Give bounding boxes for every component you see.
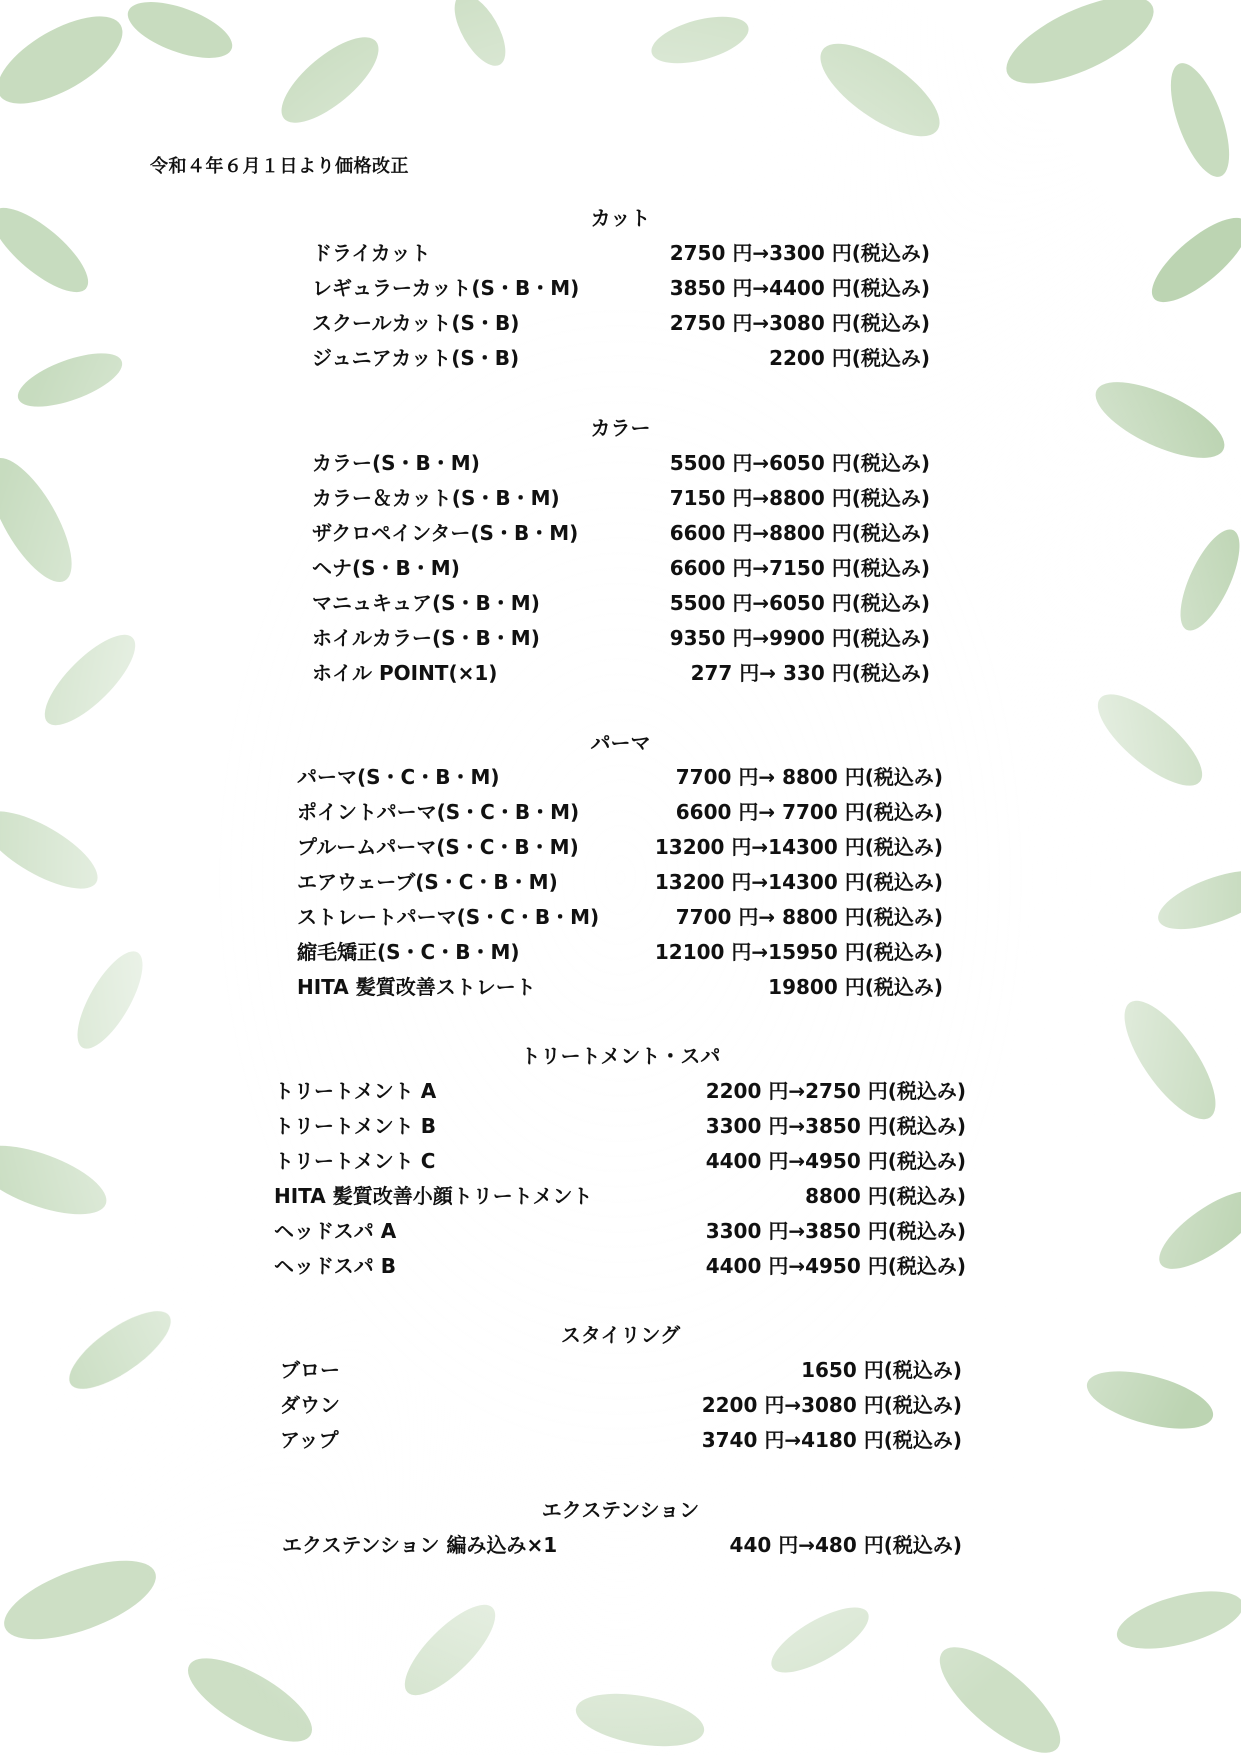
service-name: スクールカット(S・B)	[312, 311, 520, 335]
service-price: 2200 円→3080 円(税込み)	[701, 1393, 962, 1417]
service-price: 7700 円→ 8800 円(税込み)	[675, 905, 943, 929]
price-row	[312, 447, 930, 475]
service-price: 440 円→480 円(税込み)	[729, 1533, 962, 1557]
service-price: 4400 円→4950 円(税込み)	[705, 1254, 966, 1278]
price-row	[312, 342, 930, 370]
service-price: 277 円→ 330 円(税込み)	[690, 661, 930, 685]
price-row	[312, 272, 930, 300]
service-price: 5500 円→6050 円(税込み)	[669, 451, 930, 475]
price-row	[297, 866, 943, 894]
price-row	[280, 1424, 962, 1452]
price-row	[312, 657, 930, 685]
section-heading-perm: パーマ	[590, 731, 651, 755]
service-name: ザクロペインター(S・B・M)	[312, 521, 579, 545]
service-name: ホイル POINT(×1)	[312, 661, 498, 685]
service-price: 8800 円(税込み)	[805, 1184, 966, 1208]
service-price: 6600 円→8800 円(税込み)	[669, 521, 930, 545]
service-name: HITA 髪質改善小顔トリートメント	[274, 1184, 593, 1208]
service-name: 縮毛矯正(S・C・B・M)	[297, 940, 520, 964]
price-row	[274, 1110, 966, 1138]
service-name: ジュニアカット(S・B)	[312, 346, 520, 370]
price-row	[297, 971, 943, 999]
service-price: 9350 円→9900 円(税込み)	[669, 626, 930, 650]
service-price: 2200 円(税込み)	[769, 346, 930, 370]
price-row	[297, 936, 943, 964]
service-price: 2750 円→3300 円(税込み)	[669, 241, 930, 265]
service-name: ドライカット	[312, 241, 431, 265]
service-name: ヘッドスパ A	[274, 1219, 397, 1243]
service-name: トリートメント B	[274, 1114, 437, 1138]
price-row	[297, 831, 943, 859]
service-price: 3300 円→3850 円(税込み)	[705, 1114, 966, 1138]
section-heading-color: カラー	[590, 416, 651, 440]
service-name: ダウン	[280, 1393, 340, 1417]
service-name: エクステンション 編み込み×1	[282, 1533, 558, 1557]
price-row	[312, 622, 930, 650]
price-row	[297, 796, 943, 824]
price-row	[274, 1250, 966, 1278]
price-row	[282, 1529, 962, 1557]
service-name: ストレートパーマ(S・C・B・M)	[297, 905, 600, 929]
service-price: 7700 円→ 8800 円(税込み)	[675, 765, 943, 789]
price-row	[312, 237, 930, 265]
section-heading-extension: エクステンション	[541, 1498, 700, 1522]
price-row	[280, 1354, 962, 1382]
service-price: 13200 円→14300 円(税込み)	[654, 870, 943, 894]
section-heading-styling: スタイリング	[560, 1323, 681, 1347]
price-row	[297, 761, 943, 789]
price-row	[274, 1075, 966, 1103]
service-price: 5500 円→6050 円(税込み)	[669, 591, 930, 615]
service-name: エアウェーブ(S・C・B・M)	[297, 870, 558, 894]
price-row	[312, 587, 930, 615]
price-row	[274, 1180, 966, 1208]
service-price: 1650 円(税込み)	[801, 1358, 962, 1382]
service-name: トリートメント C	[274, 1149, 436, 1173]
price-row	[274, 1215, 966, 1243]
service-price: 3850 円→4400 円(税込み)	[669, 276, 930, 300]
service-price: 3300 円→3850 円(税込み)	[705, 1219, 966, 1243]
section-heading-cut: カット	[590, 206, 651, 230]
price-row	[274, 1145, 966, 1173]
service-name: レギュラーカット(S・B・M)	[312, 276, 580, 300]
service-price: 2750 円→3080 円(税込み)	[669, 311, 930, 335]
price-row	[297, 901, 943, 929]
service-name: プルームパーマ(S・C・B・M)	[297, 835, 579, 859]
service-name: アップ	[280, 1428, 339, 1452]
service-name: パーマ(S・C・B・M)	[297, 765, 500, 789]
service-price: 12100 円→15950 円(税込み)	[654, 940, 943, 964]
service-name: HITA 髪質改善ストレート	[297, 975, 536, 999]
service-name: カラー＆カット(S・B・M)	[312, 486, 560, 510]
service-price: 3740 円→4180 円(税込み)	[701, 1428, 962, 1452]
service-name: ブロー	[280, 1358, 340, 1382]
price-row	[312, 517, 930, 545]
service-price: 2200 円→2750 円(税込み)	[705, 1079, 966, 1103]
service-name: ヘッドスパ B	[274, 1254, 397, 1278]
section-heading-treatment-spa: トリートメント・スパ	[520, 1044, 721, 1068]
service-name: ポイントパーマ(S・C・B・M)	[297, 800, 580, 824]
service-name: トリートメント A	[274, 1079, 437, 1103]
price-row	[312, 552, 930, 580]
price-row	[312, 307, 930, 335]
price-row	[312, 482, 930, 510]
service-price: 6600 円→7150 円(税込み)	[669, 556, 930, 580]
service-name: ホイルカラー(S・B・M)	[312, 626, 540, 650]
service-price: 7150 円→8800 円(税込み)	[669, 486, 930, 510]
price-revision-notice: 令和４年６月１日より価格改正	[150, 156, 409, 177]
service-price: 4400 円→4950 円(税込み)	[705, 1149, 966, 1173]
service-price: 19800 円(税込み)	[768, 975, 943, 999]
service-price: 13200 円→14300 円(税込み)	[654, 835, 943, 859]
price-row	[280, 1389, 962, 1417]
service-name: マニュキュア(S・B・M)	[312, 591, 540, 615]
service-name: カラー(S・B・M)	[312, 451, 480, 475]
service-name: ヘナ(S・B・M)	[312, 556, 460, 580]
service-price: 6600 円→ 7700 円(税込み)	[675, 800, 943, 824]
